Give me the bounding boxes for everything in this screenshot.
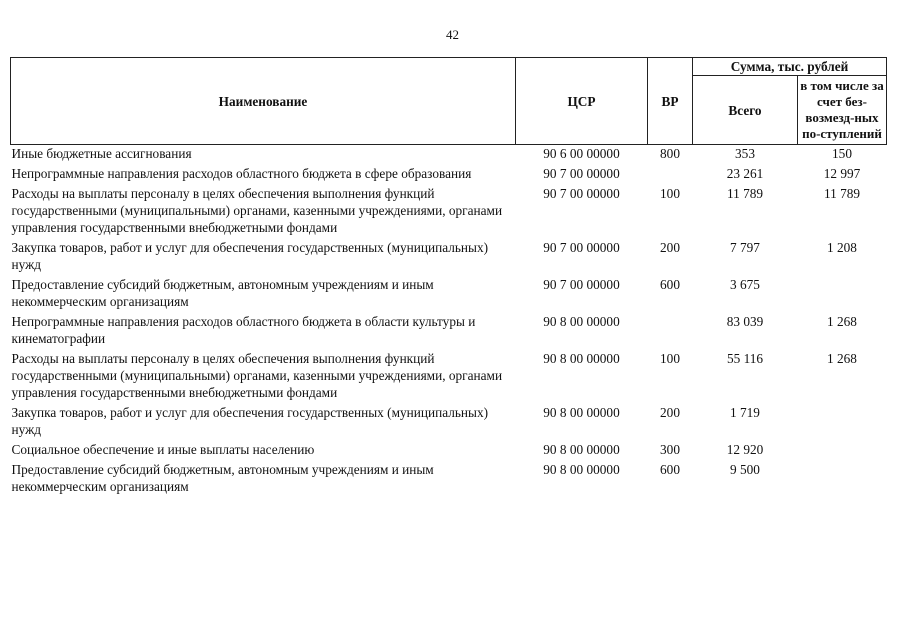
table-row xyxy=(11,276,887,313)
budget-table-container xyxy=(10,57,886,498)
row-csr: 90 7 00 00000 xyxy=(543,186,620,201)
row-vr: 300 xyxy=(660,442,680,457)
row-name: Иные бюджетные ассигнования xyxy=(11,146,192,161)
row-name: Непрограммные направления расходов областного бюджета в области культуры и кинематографии xyxy=(11,314,476,346)
table-row xyxy=(11,441,887,461)
table-row xyxy=(11,185,887,239)
row-incl xyxy=(798,441,887,461)
row-incl: 1 268 xyxy=(827,351,857,366)
row-total: 11 789 xyxy=(726,186,764,201)
row-incl xyxy=(798,461,887,498)
header-sum: Сумма, тыс. рублей xyxy=(693,58,887,76)
row-csr: 90 8 00 00000 xyxy=(543,351,620,366)
row-incl: 1 268 xyxy=(827,314,857,329)
row-total: 55 116 xyxy=(726,351,764,366)
row-vr: 100 xyxy=(660,186,680,201)
row-vr xyxy=(648,165,693,185)
row-vr: 200 xyxy=(660,405,680,420)
table-row xyxy=(11,461,887,498)
table-header xyxy=(11,58,887,145)
table-row xyxy=(11,404,887,441)
header-name: Наименование xyxy=(11,58,516,145)
row-csr: 90 8 00 00000 xyxy=(543,462,620,477)
table-row xyxy=(11,145,887,166)
row-total: 23 261 xyxy=(726,166,764,181)
row-total: 3 675 xyxy=(730,277,760,292)
budget-table xyxy=(10,57,887,498)
row-vr xyxy=(648,313,693,350)
row-incl: 1 208 xyxy=(827,240,857,255)
row-name: Расходы на выплаты персоналу в целях обеспечения выполнения функций государственными (муниципальными) органами, казенными учреждениями, органами управления государственными внебюджетными фондами xyxy=(11,351,503,400)
table-row xyxy=(11,239,887,276)
table-body xyxy=(11,145,887,499)
row-name: Непрограммные направления расходов областного бюджета в сфере образования xyxy=(11,166,472,181)
row-vr: 600 xyxy=(660,462,680,477)
header-vr: ВР xyxy=(648,58,693,145)
row-incl xyxy=(798,404,887,441)
table-row xyxy=(11,165,887,185)
page-number: 42 xyxy=(446,27,459,42)
row-csr: 90 8 00 00000 xyxy=(543,405,620,420)
row-csr: 90 8 00 00000 xyxy=(543,314,620,329)
row-vr: 100 xyxy=(660,351,680,366)
row-vr: 800 xyxy=(660,146,680,161)
row-incl: 150 xyxy=(832,146,852,161)
table-row xyxy=(11,350,887,404)
header-incl: в том числе за счет без-возмезд-ных по-ступлений xyxy=(798,76,887,145)
row-vr: 200 xyxy=(660,240,680,255)
row-name: Закупка товаров, работ и услуг для обеспечения государственных (муниципальных) нужд xyxy=(11,240,489,272)
header-csr: ЦСР xyxy=(516,58,648,145)
row-incl xyxy=(798,276,887,313)
table-row xyxy=(11,313,887,350)
header-total: Всего xyxy=(693,76,798,145)
row-total: 83 039 xyxy=(726,314,764,329)
row-name: Закупка товаров, работ и услуг для обеспечения государственных (муниципальных) нужд xyxy=(11,405,489,437)
row-total: 1 719 xyxy=(730,405,760,420)
row-total: 7 797 xyxy=(730,240,760,255)
row-csr: 90 7 00 00000 xyxy=(543,240,620,255)
row-name: Социальное обеспечение и иные выплаты населению xyxy=(11,442,315,457)
row-csr: 90 7 00 00000 xyxy=(543,277,620,292)
row-incl: 12 997 xyxy=(823,166,861,181)
row-incl: 11 789 xyxy=(823,186,861,201)
row-name: Предоставление субсидий бюджетным, автономным учреждениям и иным некоммерческим организациям xyxy=(11,277,434,309)
row-name: Предоставление субсидий бюджетным, автономным учреждениям и иным некоммерческим организациям xyxy=(11,462,434,494)
row-csr: 90 6 00 00000 xyxy=(543,146,620,161)
row-total: 353 xyxy=(735,146,755,161)
row-vr: 600 xyxy=(660,277,680,292)
row-total: 12 920 xyxy=(726,442,764,457)
row-csr: 90 8 00 00000 xyxy=(543,442,620,457)
row-total: 9 500 xyxy=(730,462,760,477)
row-name: Расходы на выплаты персоналу в целях обеспечения выполнения функций государственными (муниципальными) органами, казенными учреждениями, органами управления государственными внебюджетными фондами xyxy=(11,186,503,235)
row-csr: 90 7 00 00000 xyxy=(543,166,620,181)
